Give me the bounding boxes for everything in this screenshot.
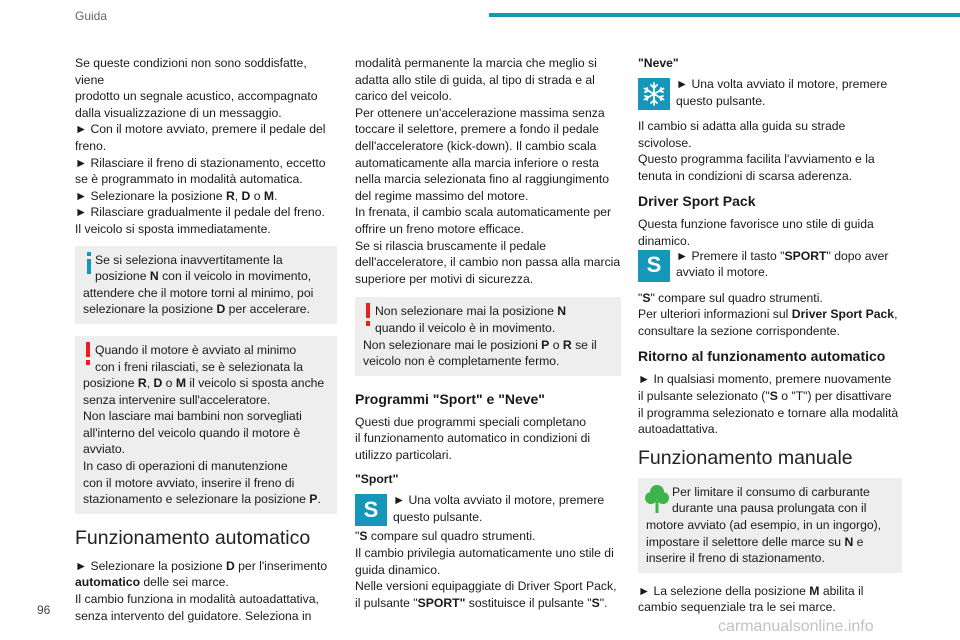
warning-icon bbox=[364, 303, 372, 331]
page-number: 96 bbox=[37, 603, 51, 617]
eco-box: Per limitare il consumo di carburante durante una pausa prolungata con il motore avviato (ad esempio, in un ingorgo), impostare il selettore delle marce su N e inserire il freno di stazionamento. bbox=[638, 478, 902, 573]
heading-driver-sport-pack: Driver Sport Pack bbox=[638, 193, 756, 210]
eco-tree-icon bbox=[644, 484, 670, 514]
warning-icon bbox=[84, 342, 92, 370]
heading-automatic: Funzionamento automatico bbox=[75, 526, 311, 549]
column-2: modalità permanente la marcia che meglio si adatta allo stile di guida, al tipo di strada e al carico del veicolo. Per ottenere un'accelerazione massima senza toccare il selettore, premere a fondo il pedale dell'acceleratore (kick-down). Il cambio scala automaticamente alla marcia inferiore o resta nella marcia selezionata fino al raggiungimento del regime massimo del motore. In frenata, il cambio scala automaticamente per offrire un freno motore efficace. Se si rilascia bruscamente il pedale dell'acceleratore, il cambio non passa alla marcia superiore per motivi di sicurezza. Non selezionare mai la posizione N quando il veicolo è in movimento. Non selezionare mai le posizioni P o R se il veicolo non è completamente fermo. Programmi "Sport" e "Neve" Questi due programmi speciali completano il funzionamento automatico in condizioni di utilizzo particolari. "Sport" S ► Una volta avviato il motore, premere questo pulsante. "S compare sul quadro strumenti. Il cambio privilegia automaticamente uno stile di guida dinamico. Nelle versioni equipaggiate di Driver Sport Pack, il pulsante "SPORT" sostituisce il pulsante "S". bbox=[355, 56, 621, 610]
snowflake-icon bbox=[638, 78, 670, 110]
info-box: Se si seleziona inavvertitamente la posizione N con il veicolo in movimento, attendere che il motore torni al minimo, poi selezionare la posizione D per accelerare. bbox=[75, 246, 337, 324]
warning-box: Non selezionare mai la posizione N quando il veicolo è in movimento. Non selezionare mai le posizioni P o R se il veicolo non è completamente fermo. bbox=[355, 297, 621, 375]
section-header: Guida bbox=[75, 9, 108, 23]
column-1 bbox=[75, 55, 337, 632]
heading-manual: Funzionamento manuale bbox=[638, 446, 853, 469]
heading-sport-snow: Programmi "Sport" e "Neve" bbox=[355, 390, 545, 407]
paragraph-kickdown: modalità permanente la marcia che meglio si adatta allo stile di guida, al tipo di strada e al carico del veicolo. Per ottenere un'accelerazione massima senza toccare il selettore, premere a fondo il pedale dell'acceleratore (kick-down). Il cambio scala automaticamente alla marcia inferiore o resta nella marcia selezionata fino al raggiungimento del regime massimo del motore. In frenata, il cambio scala automaticamente per offrire un freno motore efficace. Se si rilascia bruscamente il pedale dell'acceleratore, il cambio non passa alla marcia superiore per motivi di sicurezza. bbox=[355, 56, 621, 286]
paragraph-conditions: Se queste condizioni non sono soddisfatte, viene prodotto un segnale acustico, accompagnato dalla visualizzazione di un messaggio. ► Con il motore avviato, premere il pedale del freno. ► Rilasciare il freno di stazionamento, eccetto se è programmato in modalità automatica. ► Selezionare la posizione R, D o M. ► Rilasciare gradualmente il pedale del freno. Il veicolo si sposta immediatamente. bbox=[75, 56, 326, 236]
sport-s-icon: S bbox=[355, 494, 387, 526]
watermark: carmanualsonline.info bbox=[718, 618, 874, 635]
paragraph-automatic: ► Selezionare la posizione D per l'inserimento automatico delle sei marce. Il cambio funziona in modalità autoadattativa, senza intervento del guidatore. Seleziona in bbox=[75, 558, 328, 623]
heading-snow: "Neve" bbox=[638, 56, 679, 70]
column-3: "Neve" ► Una volta avviato il motore, premere questo pulsante. Il cambio si adatta alla guida su strade scivolose. Questo programma facilita l'avviamento e la tenuta in condizioni di scarsa aderenza. Driver Sport Pack Questa funzione favorisce uno stile di guida dinamico. S ► Premere il tasto "SPORT" dopo aver avviato il motore. "S" compare sul quadro strumenti. Per ulteriori informazioni sul Driver Sport Pack, consultare la sezione corrispondente. Ritorno al funzionamento automatico ► In qualsiasi momento, premere nuovamente il pulsante selezionato ("S o "T") per disattivare il programma selezionato e tornare alla modalità autoadattativa. Funzionamento manuale Per limitare il consumo di carburante durante una pausa prolungata con il motore avviato (ad esempio, in un ingorgo), impostare il selettore delle marce su N e inserire il freno di stazionamento. ► La selezione della posizione M abilita il cambio sequenziale tra le sei marce. bbox=[638, 55, 902, 624]
header-accent-bar bbox=[489, 13, 960, 17]
info-icon bbox=[84, 252, 94, 278]
warning-box: Quando il motore è avviato al minimo con i freni rilasciati, se è selezionata la posizione R, D o M il veicolo si sposta anche senza intervenire sull'acceleratore. Non lasciare mai bambini non sorvegliati all'interno del veicolo quando il motore è avviato. In caso di operazioni di manutenzione con il motore avviato, inserire il freno di stazionamento e selezionare la posizione P. bbox=[75, 336, 337, 514]
heading-sport: "Sport" bbox=[355, 472, 399, 487]
heading-return-automatic: Ritorno al funzionamento automatico bbox=[638, 348, 886, 365]
sport-s-icon: S bbox=[638, 250, 670, 282]
